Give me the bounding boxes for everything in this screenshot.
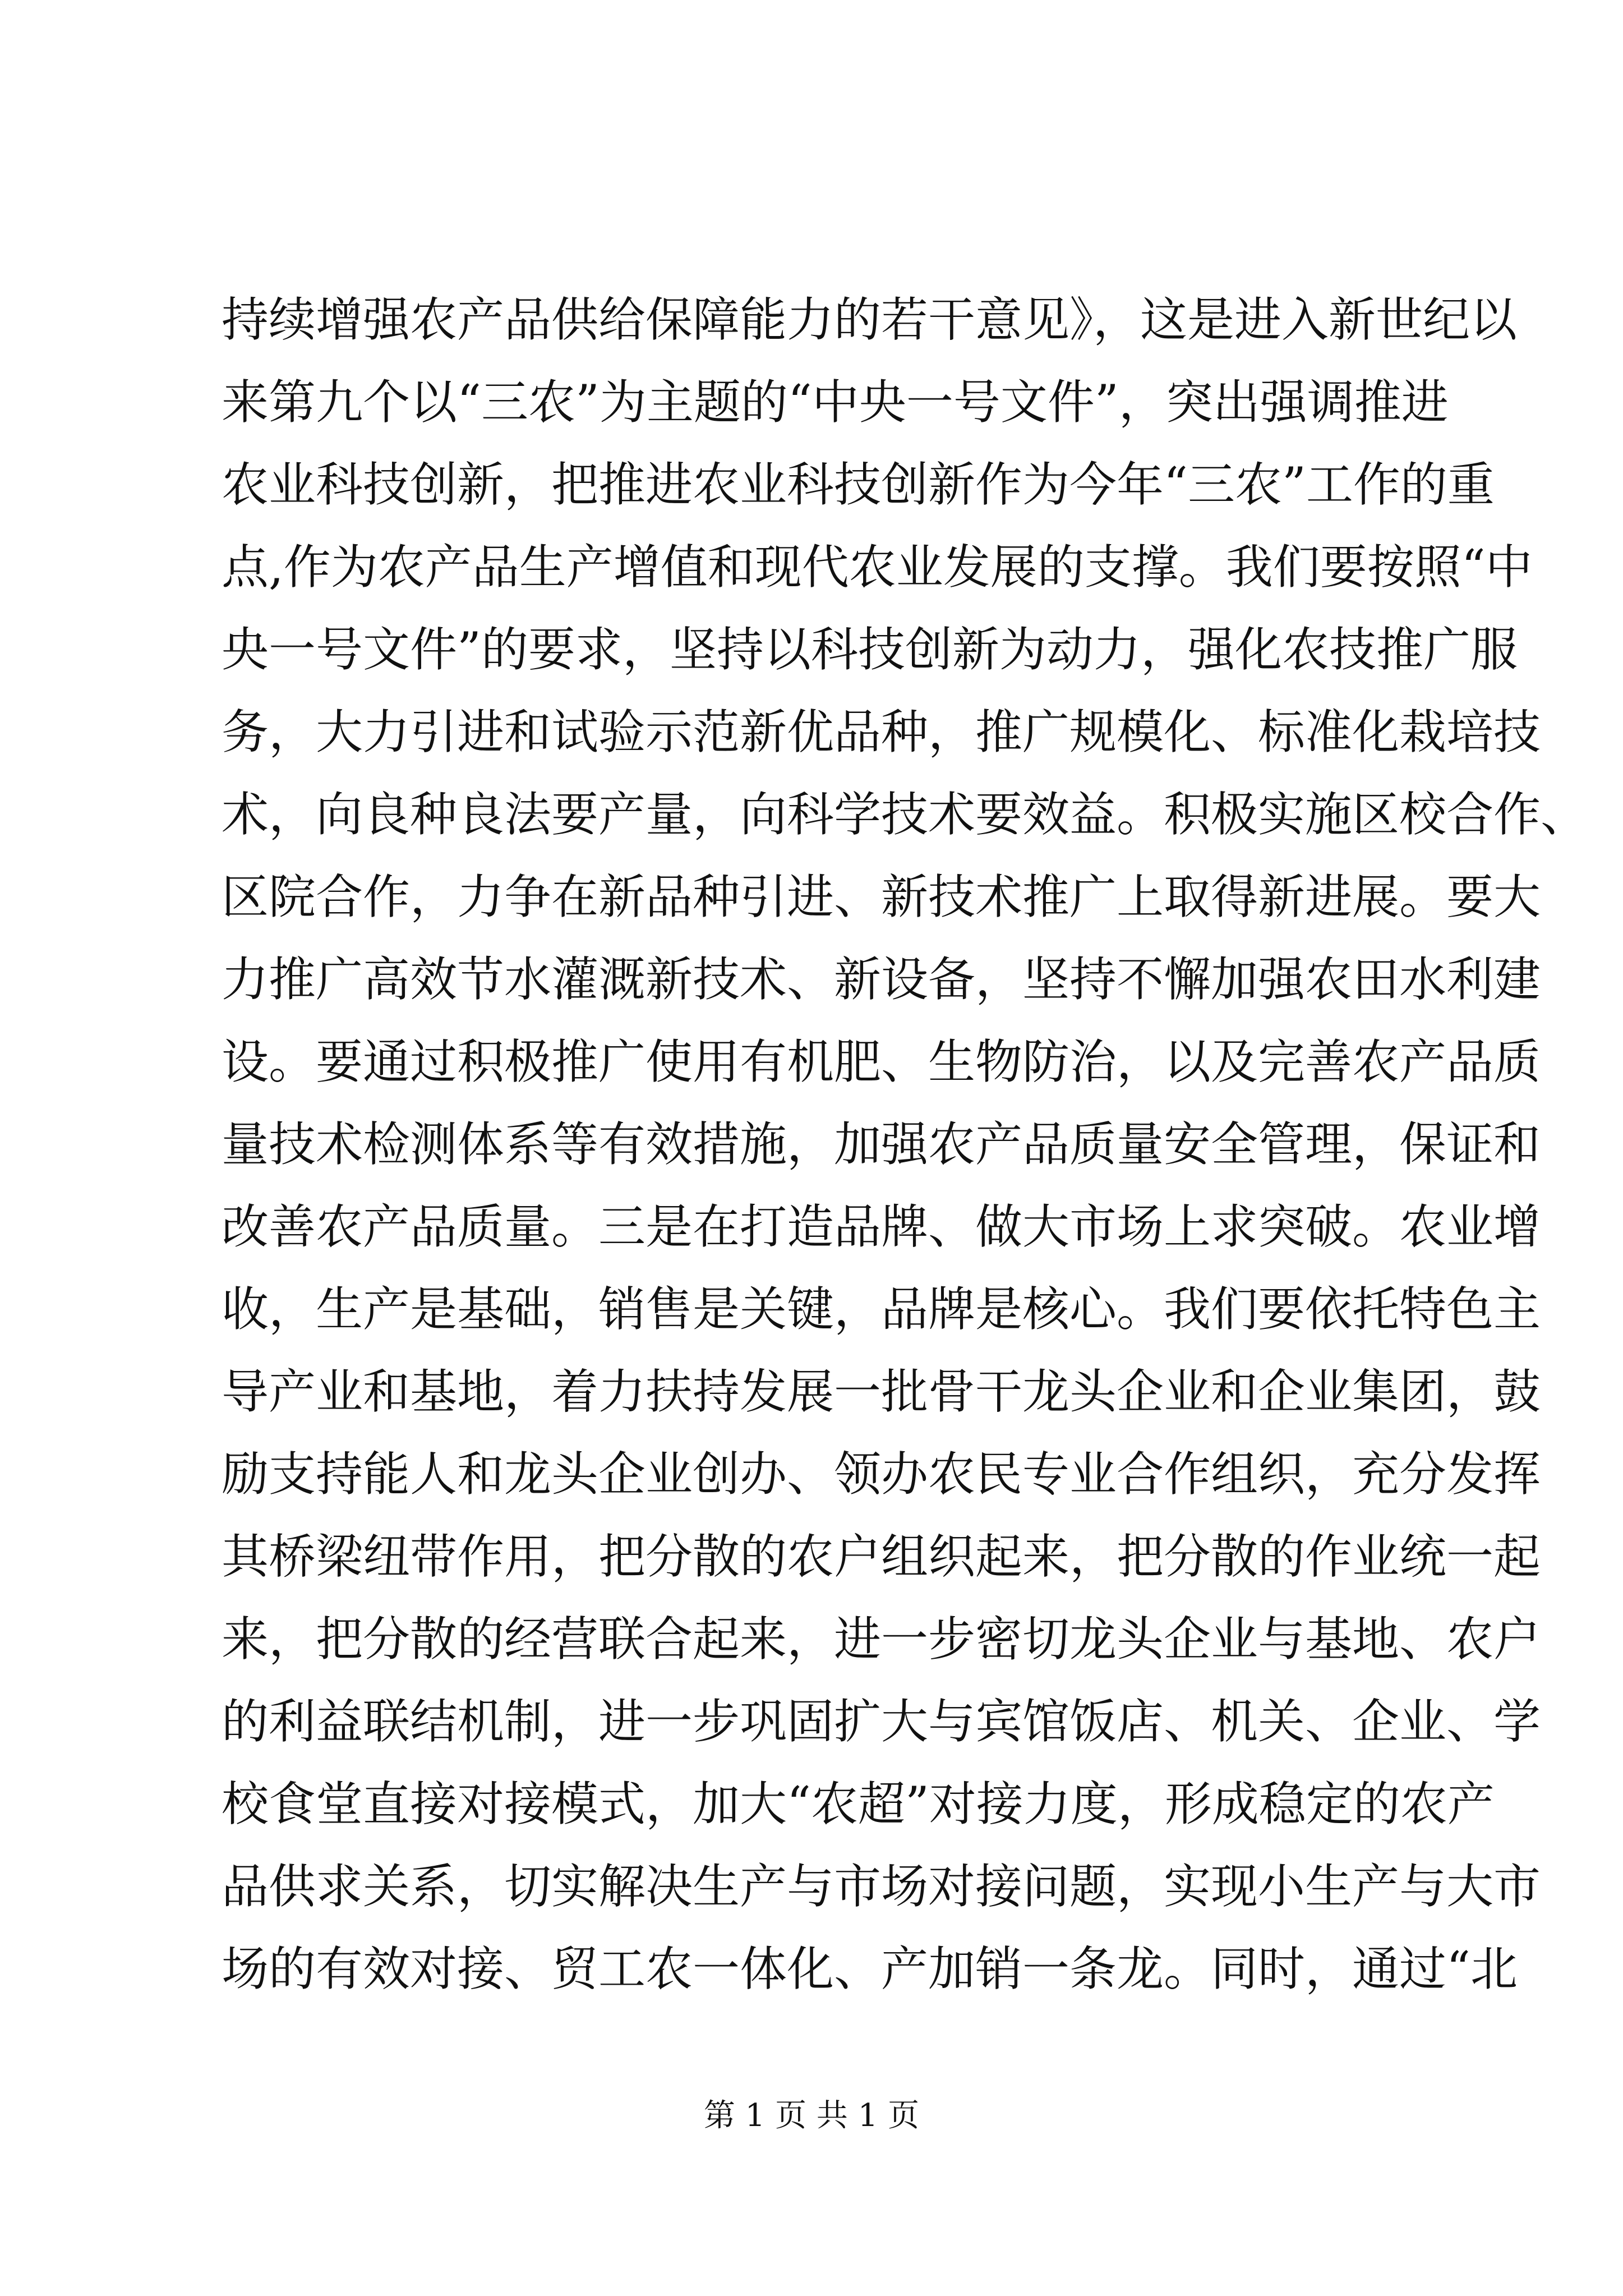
- text-line: 励支持能人和龙头企业创办、领办农民专业合作组织，充分发挥: [222, 1447, 1541, 1502]
- text-line: 央一号文件”的要求，坚持以科技创新为动力，强化农技推广服: [222, 622, 1518, 677]
- text-line: 来，把分散的经营联合起来，进一步密切龙头企业与基地、农户: [222, 1612, 1541, 1667]
- text-line: 收，生产是基础，销售是关键，品牌是核心。我们要依托特色主: [222, 1282, 1541, 1337]
- text-line: 力推广高效节水灌溉新技术、新设备，坚持不懈加强农田水利建: [222, 952, 1541, 1007]
- text-line: 区院合作，力争在新品种引进、新技术推广上取得新进展。要大: [222, 869, 1541, 924]
- text-line: 持续增强农产品供给保障能力的若干意见》，这是进入新世纪以: [222, 292, 1518, 347]
- text-line: 术，向良种良法要产量，向科学技术要效益。积极实施区校合作、: [222, 787, 1588, 842]
- text-line: 校食堂直接对接模式，加大“农超”对接力度，形成稳定的农产: [222, 1777, 1495, 1832]
- text-line: 品供求关系，切实解决生产与市场对接问题，实现小生产与大市: [222, 1859, 1541, 1914]
- text-line: 场的有效对接、贸工农一体化、产加销一条龙。同时，通过“北: [222, 1941, 1518, 1996]
- text-line: 的利益联结机制，进一步巩固扩大与宾馆饭店、机关、企业、学: [222, 1694, 1541, 1749]
- text-line: 设。要通过积极推广使用有机肥、生物防治，以及完善农产品质: [222, 1034, 1541, 1089]
- text-line: 改善农产品质量。三是在打造品牌、做大市场上求突破。农业增: [222, 1199, 1541, 1254]
- text-line: 导产业和基地，着力扶持发展一批骨干龙头企业和企业集团，鼓: [222, 1364, 1541, 1419]
- text-line: 农业科技创新，把推进农业科技创新作为今年“三农”工作的重: [222, 457, 1495, 512]
- text-line: 点,作为农产品生产增值和现代农业发展的支撑。我们要按照“中: [222, 540, 1533, 595]
- text-line: 务，大力引进和试验示范新优品种，推广规模化、标准化栽培技: [222, 705, 1541, 760]
- text-line: 量技术检测体系等有效措施，加强农产品质量安全管理，保证和: [222, 1117, 1541, 1172]
- text-line: 其桥梁纽带作用，把分散的农户组织起来，把分散的作业统一起: [222, 1529, 1541, 1584]
- body-text: [222, 292, 1588, 2028]
- page-number-footer: 第 1 页 共 1 页: [703, 2097, 920, 2134]
- text-line: 来第九个以“三农”为主题的“中央一号文件”，突出强调推进: [222, 375, 1449, 430]
